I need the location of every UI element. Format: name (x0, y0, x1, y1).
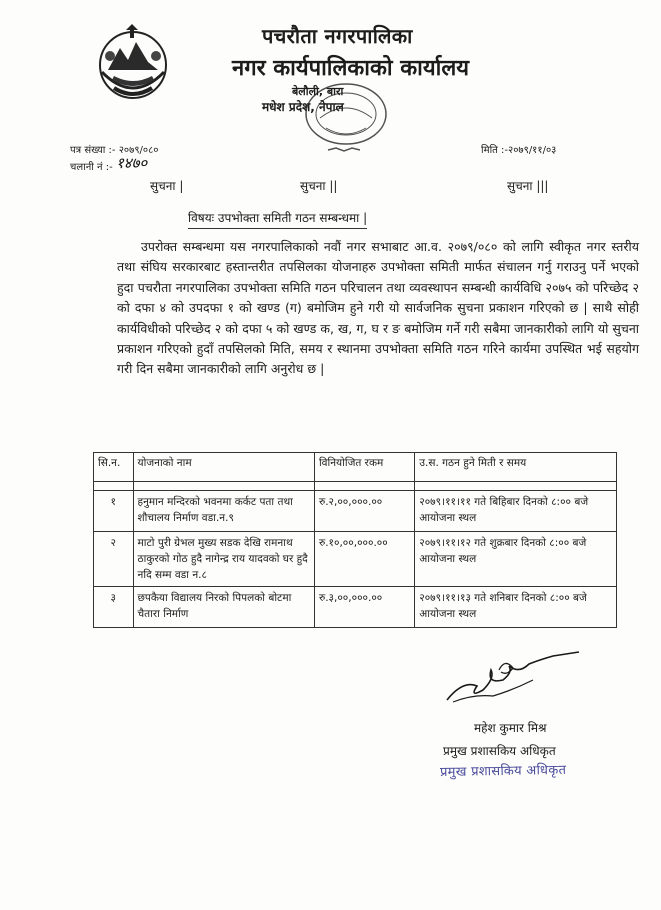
header-sn: सि.न. (94, 453, 134, 482)
letter-date: मिति :-२०७९/११/०३ (481, 145, 557, 156)
row-sn: ३ (94, 587, 134, 628)
schedule-table (93, 452, 617, 628)
table-row (94, 491, 617, 532)
row-amount: रु.१०,००,०००.०० (314, 532, 414, 587)
row-time: २०७९।११।११ गते बिहिबार दिनको ८:०० बजे आयोजना स्थल (415, 491, 617, 532)
table-header-row (94, 453, 617, 482)
row-project: हनुमान मन्दिरको भवनमा कर्कट पता तथा शौचालय निर्माण वडा.न.९ (133, 491, 314, 532)
row-amount: रु.३,००,०००.०० (314, 587, 414, 628)
notice-label-2: सुचना || (300, 179, 338, 193)
nepal-emblem-icon (92, 22, 174, 104)
table-spacer-row (94, 482, 617, 491)
row-sn: १ (94, 491, 134, 532)
header-project: योजनाको नाम (133, 453, 314, 482)
row-project: छपकैया विद्यालय निरको पिपलको बोटमा चैतारा निर्माण (133, 587, 314, 628)
subject-line: विषयः उपभोक्ता समिती गठन सम्बन्धमा | (188, 209, 367, 229)
office-stamp-icon (300, 78, 392, 156)
address-line-2: मधेश प्रदेश, नेपाल (262, 100, 344, 114)
dispatch-number: १४७० (116, 154, 148, 172)
office-subtitle: नगर कार्यपालिकाको कार्यालय (232, 56, 469, 81)
row-sn: २ (94, 532, 134, 587)
row-time: २०७९।११।१३ गते शनिबार दिनको ८:०० बजे आयोजना स्थल (415, 587, 617, 628)
row-time: २०७९।११।१२ गते शुक्रबार दिनको ८:०० बजे आयोजना स्थल (415, 532, 617, 587)
row-project: माटो पुरी ग्रेभल मुख्य सडक देखि रामनाथ ठाकुरको गोठ हुदै नागेन्द्र राय यादवको घर हुदै नदि सम्म वडा न.८ (133, 532, 314, 587)
table-row (94, 532, 617, 587)
reference-number: पत्र संख्या :- २०७९/०८० (70, 145, 159, 156)
office-title: पचरौता नगरपालिका (262, 24, 413, 48)
signature-icon (443, 650, 583, 708)
row-amount: रु.२,००,०००.०० (314, 491, 414, 532)
notice-label-1: सुचना | (150, 179, 184, 193)
address-line-1: बेलौली, बारा (292, 85, 344, 98)
notice-body: उपरोक्त सम्बन्धमा यस नगरपालिकाको नवौं नगर सभाबाट आ.व. २०७९/०८० को लागि स्वीकृत नगर स्तरीय तथा संघिय सरकारबाट हस्तान्तरीत तपसिलका योजनाहरु उपभोक्ता समिती मार्फत संचालन गर्नु गराउनु पर्ने भएको हुदा पचरौता नगरपालिका उपभोक्ता समिति गठन परिचालन तथा व्यवस्थापन सम्बन्धी कार्यविधि २०७५ को परिच्छेद २ को दफा ४ को उपदफा १ को खण्ड (ग) बमोजिम हुने गरी यो सार्वजनिक सुचना प्रकाशन गरिएको छ | साथै सोही कार्यविधीको परिच्छेद २ को दफा ५ को खण्ड क, ख, ग, घ र ङ बमोजिम गर्ने गरी सबैमा जानकारीको लागि यो सुचना प्रकाशन गरिएको हुदाँ तपसिलको मिति, समय र स्थानमा उपभोक्ता समिति गठन गरिने कार्यमा उपस्थित भई सहयोग गरी दिन सबैमा जानकारीको लागि अनुरोध छ | (117, 239, 639, 377)
table-row (94, 587, 617, 628)
signatory-title: प्रमुख प्रशासकिय अधिकृत (443, 744, 556, 758)
notice-label-3: सुचना ||| (507, 179, 549, 193)
dispatch-label: चलानी नं :- (70, 162, 113, 173)
header-amount: विनियोजित रकम (314, 453, 414, 482)
signatory-name: महेश कुमार मिश्र (474, 721, 547, 735)
header-time: उ.स. गठन हुने मिती र समय (415, 453, 617, 482)
designation-stamp: प्रमुख प्रशासकिय अधिकृत (439, 762, 567, 781)
